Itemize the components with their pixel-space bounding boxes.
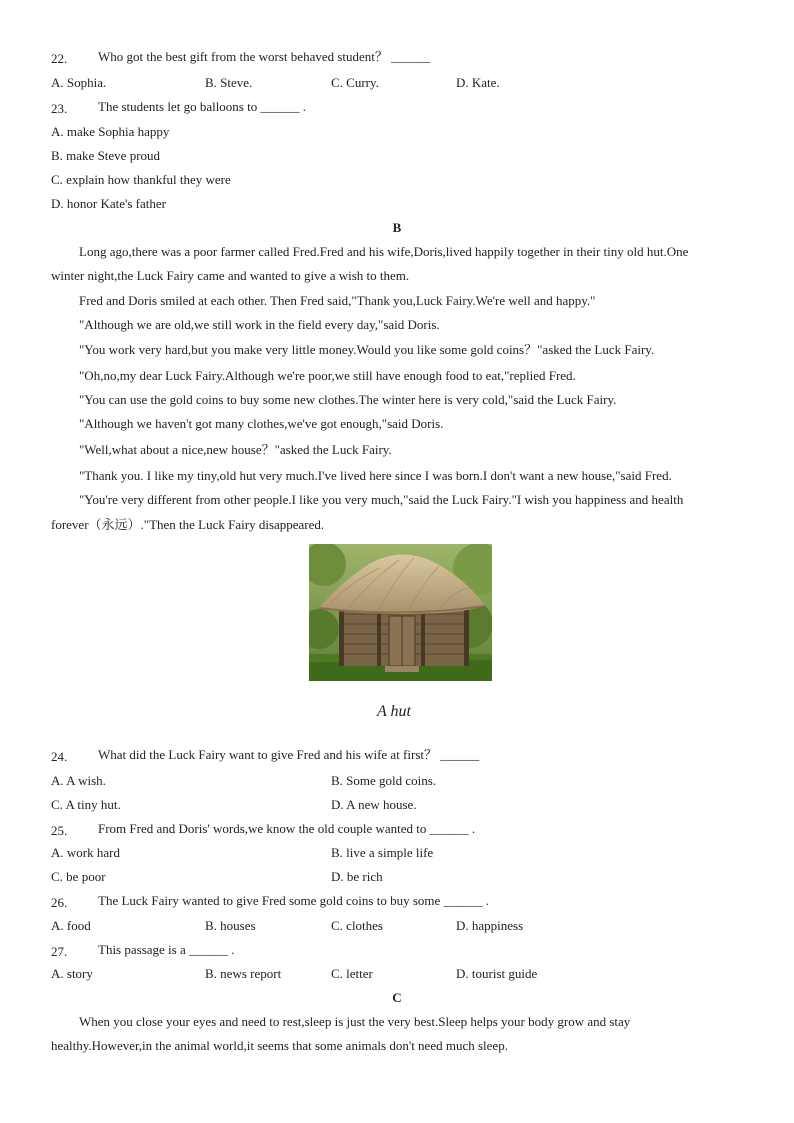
passage-b-line-6: "Oh,no,my dear Luck Fairy.Although we're poor,we still have enough food to eat,"replied Fred. <box>79 368 576 383</box>
q23-option-d: D. honor Kate's father <box>51 196 166 211</box>
question-24-text: What did the Luck Fairy want to give Fred and his wife at first？ ______ <box>98 747 480 762</box>
q22-option-a: A. Sophia. <box>51 75 107 90</box>
q26-option-b: B. houses <box>205 918 256 933</box>
passage-b-line-8: "Although we haven't got many clothes,we've got enough,"said Doris. <box>79 416 444 431</box>
q25-option-b: B. live a simple life <box>331 845 434 860</box>
q27-option-d: D. tourist guide <box>456 966 538 981</box>
q25-option-a: A. work hard <box>51 845 120 860</box>
question-25-text: From Fred and Doris' words,we know the old couple wanted to ______ . <box>98 821 476 836</box>
passage-c-line-2: healthy.However,in the animal world,it seems that some animals don't need much sleep. <box>51 1038 508 1053</box>
passage-b-line-11: "You're very different from other people.I like you very much,"said the Luck Fairy."I wish you happiness and health <box>79 492 684 507</box>
question-number-22: 22. <box>51 51 68 66</box>
passage-c-line-1: When you close your eyes and need to rest,sleep is just the very best.Sleep helps your body grow and stay <box>79 1014 631 1029</box>
passage-b-line-10: "Thank you. I like my tiny,old hut very much.I've lived here since I was born.I don't want a new house,"said Fred. <box>79 468 672 483</box>
q27-option-b: B. news report <box>205 966 282 981</box>
section-c-heading: C <box>392 990 402 1005</box>
q22-option-d: D. Kate. <box>456 75 500 90</box>
question-number-26: 26. <box>51 895 68 910</box>
question-23-text: The students let go balloons to ______ . <box>98 99 306 114</box>
q23-option-a: A. make Sophia happy <box>51 124 170 139</box>
q23-option-c: C. explain how thankful they were <box>51 172 231 187</box>
q26-option-a: A. food <box>51 918 91 933</box>
passage-b-line-3: Fred and Doris smiled at each other. Then Fred said,"Thank you,Luck Fairy.We're well and happy." <box>79 293 596 308</box>
passage-b-line-1: Long ago,there was a poor farmer called Fred.Fred and his wife,Doris,lived happily together in their tiny old hut.One <box>79 244 689 259</box>
passage-b-line-4: "Although we are old,we still work in the field every day,"said Doris. <box>79 317 440 332</box>
image-caption: A hut <box>377 703 411 720</box>
passage-b-line-2: winter night,the Luck Fairy came and wanted to give a wish to them. <box>51 268 410 283</box>
section-b-heading: B <box>392 220 402 235</box>
question-number-27: 27. <box>51 944 68 959</box>
q23-option-b: B. make Steve proud <box>51 148 161 163</box>
question-number-25: 25. <box>51 823 68 838</box>
q27-option-a: A. story <box>51 966 93 981</box>
q24-option-d: D. A new house. <box>331 797 417 812</box>
hut-photo <box>309 544 492 681</box>
passage-b-line-9: "Well,what about a nice,new house？"asked the Luck Fairy. <box>79 442 392 457</box>
question-27-text: This passage is a ______ . <box>98 942 235 957</box>
q24-option-a: A. A wish. <box>51 773 106 788</box>
q26-option-c: C. clothes <box>331 918 383 933</box>
q26-option-d: D. happiness <box>456 918 524 933</box>
q25-option-d: D. be rich <box>331 869 383 884</box>
passage-b-line-12: forever（永远）."Then the Luck Fairy disappeared. <box>51 517 325 532</box>
q22-option-c: C. Curry. <box>331 75 379 90</box>
q24-option-b: B. Some gold coins. <box>331 773 437 788</box>
question-number-24: 24. <box>51 749 68 764</box>
passage-b-line-5: "You work very hard,but you make very little money.Would you like some gold coins？"asked the Luck Fairy. <box>79 342 655 357</box>
q27-option-c: C. letter <box>331 966 373 981</box>
passage-b-line-7: "You can use the gold coins to buy some new clothes.The winter here is very cold,"said the Luck Fairy. <box>79 392 617 407</box>
q24-option-c: C. A tiny hut. <box>51 797 121 812</box>
question-26-text: The Luck Fairy wanted to give Fred some gold coins to buy some ______ . <box>98 893 490 908</box>
question-number-23: 23. <box>51 101 68 116</box>
q25-option-c: C. be poor <box>51 869 106 884</box>
q22-option-b: B. Steve. <box>205 75 253 90</box>
question-22-text: Who got the best gift from the worst behaved student？ ______ <box>98 49 431 64</box>
